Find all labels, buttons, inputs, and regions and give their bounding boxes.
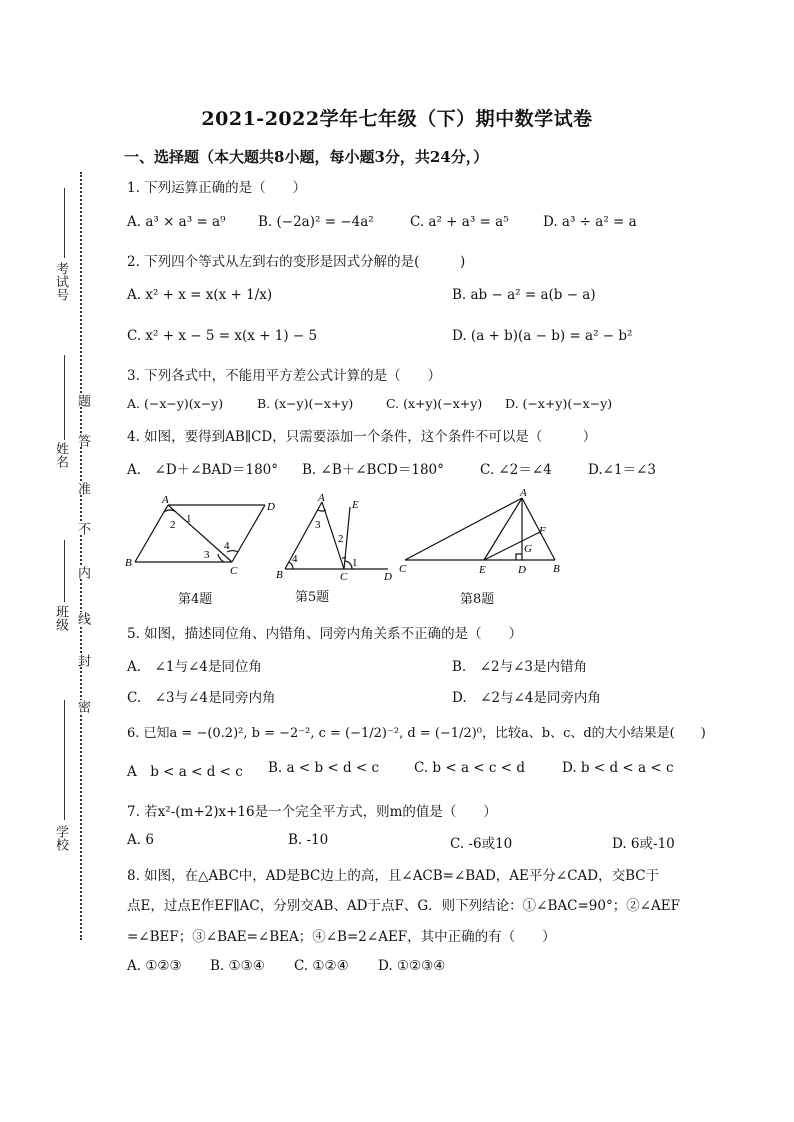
exam-no-underline xyxy=(64,188,65,258)
fig5-label: 1 xyxy=(352,557,358,569)
binding-line xyxy=(80,172,82,940)
fig8-label: B xyxy=(553,563,560,575)
fig8-label: F xyxy=(539,525,546,537)
fig5-label: C xyxy=(340,571,348,582)
q1-option-c: C. a² + a³ = a⁵ xyxy=(410,214,509,230)
fig4-label: D xyxy=(267,501,275,513)
q8-option-d: D. ①②③④ xyxy=(378,958,446,974)
question-5-stem: 5. 如图，描述同位角、内错角、同旁内角关系不正确的是（ ） xyxy=(127,626,523,642)
seal-char: 不 xyxy=(75,522,90,535)
question-1-stem: 1. 下列运算正确的是（ ） xyxy=(127,180,307,196)
question-3-stem: 3. 下列各式中，不能用平方差公式计算的是（ ） xyxy=(127,368,442,384)
fig4-label: 4 xyxy=(224,540,230,552)
q6-option-d: D. b < d < a < c xyxy=(562,760,674,776)
page-title: 2021-2022学年七年级（下）期中数学试卷 xyxy=(201,108,593,130)
school-label: 学校 xyxy=(53,825,68,851)
fig8-label: A xyxy=(520,488,527,499)
q5-option-a: A. ∠1与∠4是同位角 xyxy=(127,659,262,675)
fig5-angle-arc xyxy=(318,510,326,511)
figure-4-caption: 第4题 xyxy=(178,592,213,607)
q8-option-a: A. ①②③ xyxy=(127,958,182,974)
fig4-label: 1 xyxy=(186,513,192,525)
figure-8-caption: 第8题 xyxy=(460,592,495,607)
question-8-stem-line: 点E，过点E作EF∥AC，分别交AB、AD于点F、G．则下列结论：①∠BAC=90°；②∠AEF xyxy=(127,898,680,914)
section-heading: 一、选择题（本大题共8小题，每小题3分，共24分，） xyxy=(124,148,489,166)
q1-option-b: B. (−2a)² = −4a² xyxy=(258,214,374,230)
fig5-label: E xyxy=(352,499,359,511)
q7-option-d: D. 6或-10 xyxy=(612,836,675,852)
seal-char: 准 xyxy=(75,482,90,495)
fig5-label: 3 xyxy=(315,519,321,531)
q4-option-c: C. ∠2＝∠4 xyxy=(480,462,552,478)
fig4-label: C xyxy=(230,565,238,577)
fig5-segment-ab xyxy=(285,502,322,569)
fig4-label: 3 xyxy=(204,549,210,561)
fig4-angle-arc xyxy=(218,554,224,562)
figure-5 xyxy=(270,492,400,582)
fig5-label: D xyxy=(384,571,392,582)
figure-4 xyxy=(120,492,280,582)
name-label: 姓名 xyxy=(53,442,68,468)
q2-option-c: C. x² + x − 5 = x(x + 1) − 5 xyxy=(127,328,318,344)
fig8-label: C xyxy=(399,563,407,575)
fig5-label: A xyxy=(318,492,325,504)
seal-char: 题 xyxy=(75,394,90,407)
fig8-segment-ac xyxy=(405,498,522,560)
fig5-segment-ce xyxy=(344,507,350,569)
q5-option-d: D. ∠2与∠4是同旁内角 xyxy=(452,690,601,706)
q2-option-b: B. ab − a² = a(b − a) xyxy=(452,287,596,303)
exam-no-label: 考试号 xyxy=(53,262,68,301)
fig8-label: D xyxy=(518,564,526,576)
q7-option-c: C. -6或10 xyxy=(450,836,513,852)
q4-option-d: D.∠1＝∠3 xyxy=(588,462,656,478)
q3-option-c: C. (x+y)(−x+y) xyxy=(386,396,483,411)
q6-option-c: C. b < a < c < d xyxy=(414,760,526,776)
fig5-label: B xyxy=(276,569,283,581)
seal-char: 密 xyxy=(75,700,90,713)
fig8-label: G xyxy=(524,543,532,555)
fig8-right-angle xyxy=(516,554,522,560)
q8-option-c: C. ①②④ xyxy=(294,958,349,974)
q1-option-a: A. a³ × a³ = a⁹ xyxy=(127,214,226,230)
figure-5-caption: 第5题 xyxy=(295,590,330,605)
fig4-label: A xyxy=(162,494,169,506)
seal-char: 内 xyxy=(75,566,90,579)
question-8-stem-line: =∠BEF；③∠BAE=∠BEA；④∠B=2∠AEF，其中正确的有（ ） xyxy=(127,929,556,945)
question-4-stem: 4. 如图，要得到AB∥CD，只需要添加一个条件，这个条件不可以是（ ） xyxy=(127,429,597,445)
q5-option-c: C. ∠3与∠4是同旁内角 xyxy=(127,690,276,706)
seal-char: 封 xyxy=(75,654,90,667)
q4-option-a: A. ∠D＋∠BAD＝180° xyxy=(127,462,278,478)
class-label: 班级 xyxy=(53,605,68,631)
fig4-segment-ac xyxy=(168,505,232,562)
school-underline xyxy=(64,700,65,820)
seal-char: 答 xyxy=(75,434,90,447)
fig5-label: 4 xyxy=(292,553,298,565)
question-8-stem-line: 8. 如图，在△ABC中，AD是BC边上的高，且∠ACB=∠BAD，AE平分∠CAD，交BC于 xyxy=(127,868,660,884)
fig4-segment-dc xyxy=(232,505,265,562)
q7-option-a: A. 6 xyxy=(127,832,154,848)
question-2-stem: 2. 下列四个等式从左到右的变形是因式分解的是( ) xyxy=(127,254,466,270)
name-underline xyxy=(64,355,65,440)
fig8-label: E xyxy=(479,564,486,576)
fig4-segment-ab xyxy=(135,505,168,562)
seal-char: 线 xyxy=(75,612,90,625)
q6-option-a: A b < a < d < c xyxy=(127,764,243,780)
class-underline xyxy=(64,540,65,602)
fig4-label: 2 xyxy=(170,519,176,531)
q3-option-a: A. (−x−y)(x−y) xyxy=(127,396,224,411)
question-7-stem: 7. 若x²-(m+2)x+16是一个完全平方式，则m的值是（ ） xyxy=(127,804,497,820)
fig5-angle-arc xyxy=(345,561,352,569)
fig5-label: 2 xyxy=(338,533,344,545)
q3-option-d: D. (−x+y)(−x−y) xyxy=(505,396,613,411)
q3-option-b: B. (x−y)(−x+y) xyxy=(257,396,354,411)
q2-option-a: A. x² + x = x(x + 1/x) xyxy=(127,287,273,303)
q2-option-d: D. (a + b)(a − b) = a² − b² xyxy=(452,328,633,344)
question-6-stem: 6. 已知a = −(0.2)², b = −2⁻², c = (−1/2)⁻², d = (−1/2)⁰，比较a、b、c、d的大小结果是( ) xyxy=(127,726,706,741)
figure-8 xyxy=(395,488,565,580)
q7-option-b: B. -10 xyxy=(288,832,329,848)
fig4-angle-arc xyxy=(164,510,176,512)
fig4-label: B xyxy=(125,557,132,569)
q1-option-d: D. a³ ÷ a² = a xyxy=(543,214,637,230)
q8-option-b: B. ①③④ xyxy=(210,958,265,974)
q5-option-b: B. ∠2与∠3是内错角 xyxy=(452,659,588,675)
q6-option-b: B. a < b < d < c xyxy=(268,760,380,776)
q4-option-b: B. ∠B＋∠BCD＝180° xyxy=(302,462,444,478)
